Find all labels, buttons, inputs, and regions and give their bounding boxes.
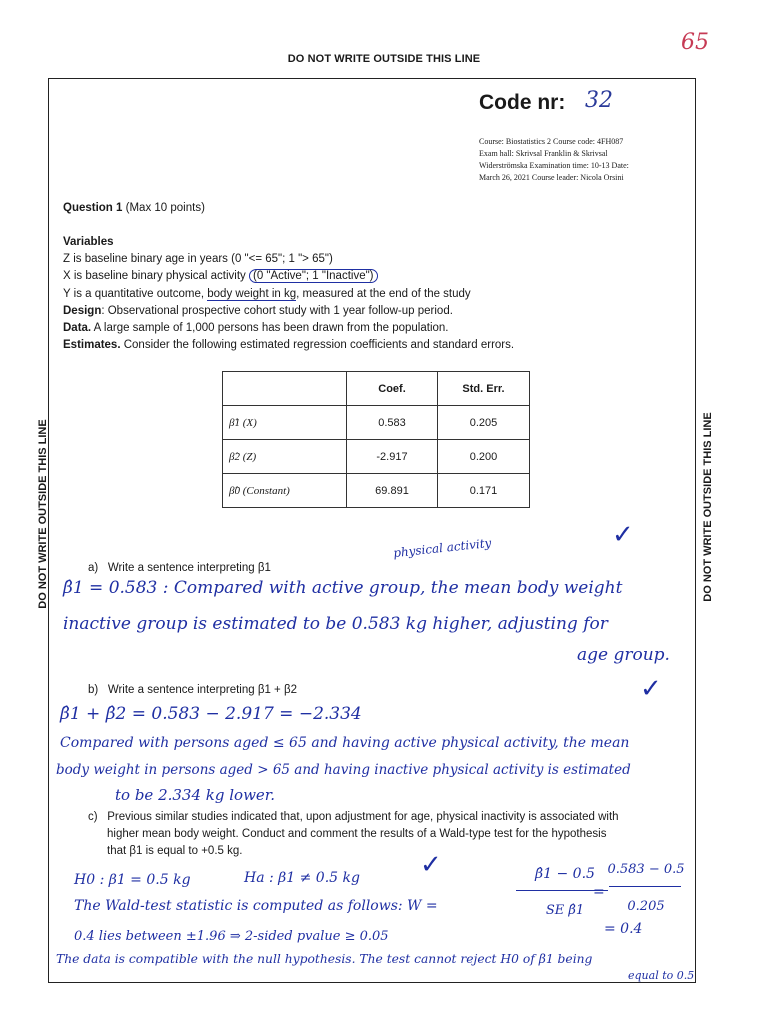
- cell-coef: 69.891: [347, 474, 438, 508]
- part-c-text-2: higher mean body weight. Conduct and comment the results of a Wald-type test for the hypothesis: [107, 828, 607, 840]
- y-line-underlined: body weight in kg: [207, 288, 297, 300]
- course-line-3: Widerströmska Examination time: 10-13 Date:: [479, 161, 629, 170]
- cell-term: β̂1 (X): [223, 406, 347, 440]
- part-b-answer-1: β̂1 + β̂2 = 0.583 − 2.917 = −2.334: [60, 704, 362, 724]
- part-a-answer-3: age group.: [577, 645, 670, 665]
- header-cell-coef: Coef.: [347, 372, 438, 406]
- wald-line: The Wald-test statistic is computed as follows: W =: [74, 898, 438, 914]
- part-a-text: Write a sentence interpreting β1: [107, 562, 271, 574]
- top-warning: DO NOT WRITE OUTSIDE THIS LINE: [287, 53, 481, 65]
- course-info: [479, 136, 685, 184]
- estimates-text: Consider the following estimated regression coefficients and standard errors.: [120, 339, 515, 351]
- part-b-text: Write a sentence interpreting β1 + β2: [107, 684, 297, 696]
- code-label: Code nr:: [479, 91, 566, 114]
- y-line-c: , measured at the end of the study: [296, 288, 471, 300]
- part-b-answer-4: to be 2.334 kg lower.: [115, 786, 276, 804]
- cell-se: 0.205: [438, 406, 530, 440]
- data-text: A large sample of 1,000 persons has been drawn from the population.: [91, 322, 449, 334]
- y-line: [63, 286, 471, 303]
- data-label: Data.: [63, 322, 92, 334]
- table-row: [223, 406, 530, 440]
- part-a-label: a): [88, 562, 99, 574]
- fraction-1-numerator: β̂1 − 0.5: [535, 866, 595, 882]
- z-line: Z is baseline binary age in years (0 "<= 65"; 1 "> 65"): [63, 253, 333, 265]
- check-mark-b: ✓: [640, 674, 662, 704]
- part-b-label: b): [88, 684, 99, 696]
- part-a-prompt: [88, 562, 271, 574]
- part-a-answer-1: β̂1 = 0.583 : Compared with active group, the mean body weight: [63, 578, 623, 598]
- design-text: : Observational prospective cohort study with 1 year follow-up period.: [101, 305, 453, 317]
- header-cell-se: Std. Err.: [438, 372, 530, 406]
- wald-result: = 0.4: [604, 921, 643, 937]
- cell-se: 0.171: [438, 474, 530, 508]
- fraction-1-denominator: SE β̂1: [545, 903, 585, 918]
- table-header-row: [223, 372, 530, 406]
- left-warning: DO NOT WRITE OUTSIDE THIS LINE: [37, 419, 49, 609]
- h0-hypothesis: H0 : β1 = 0.5 kg: [74, 872, 191, 888]
- equals-sign: =: [593, 884, 605, 900]
- part-c-text-1: Previous similar studies indicated that, upon adjustment for age, physical inactivity is associated with: [107, 811, 619, 823]
- table-row: [223, 440, 530, 474]
- variables-heading: Variables: [63, 236, 114, 248]
- score-mark: 65: [681, 30, 709, 55]
- ha-hypothesis: Ha : β1 ≠ 0.5 kg: [244, 870, 360, 886]
- course-line-2: Exam hall: Skrivsal Franklin & Skrivsal: [479, 149, 608, 158]
- estimates-line: [63, 337, 514, 354]
- x-line-text: X is baseline binary physical activity: [63, 270, 249, 282]
- right-warning: DO NOT WRITE OUTSIDE THIS LINE: [702, 412, 714, 602]
- part-c-text-3: that β1 is equal to +0.5 kg.: [107, 845, 243, 857]
- cell-term: β̂0 (Constant): [223, 474, 347, 508]
- cell-term: β̂2 (Z): [223, 440, 347, 474]
- y-line-a: Y is a quantitative outcome,: [63, 288, 208, 300]
- table-row: [223, 474, 530, 508]
- annotation-physical-activity: physical activity: [392, 535, 492, 561]
- part-c-conclusion-2: The data is compatible with the null hypothesis. The test cannot reject H0 of β1 being: [56, 952, 593, 966]
- header-cell-term: [223, 372, 347, 406]
- question-title: [63, 202, 205, 214]
- cell-coef: -2.917: [347, 440, 438, 474]
- course-line-1: Course: Biostatistics 2 Course code: 4FH087: [479, 137, 624, 146]
- design-line: [63, 303, 453, 320]
- check-mark-c: ✓: [420, 850, 442, 880]
- part-b-prompt: [88, 684, 297, 696]
- part-c-conclusion-3: equal to 0.5: [628, 969, 695, 982]
- estimates-label: Estimates.: [63, 339, 121, 351]
- course-line-4: March 26, 2021 Course leader: Nicola Orsini: [479, 173, 624, 182]
- data-line: [63, 320, 449, 337]
- part-c-prompt: [88, 809, 619, 860]
- fraction-2-numerator: 0.583 − 0.5: [607, 862, 685, 877]
- coefficient-table: [222, 371, 530, 508]
- part-a-answer-2: inactive group is estimated to be 0.583 kg higher, adjusting for: [63, 614, 608, 634]
- code-value: 32: [585, 88, 613, 113]
- design-label: Design: [63, 305, 102, 317]
- cell-se: 0.200: [438, 440, 530, 474]
- question-number: Question 1: [63, 202, 123, 214]
- part-c-conclusion-1: 0.4 lies between ±1.96 ⇒ 2-sided pvalue ≥ 0.05: [74, 929, 389, 944]
- fraction-2-denominator: 0.205: [627, 899, 665, 914]
- x-line: [63, 268, 378, 285]
- part-c-label: c): [88, 811, 98, 823]
- cell-coef: 0.583: [347, 406, 438, 440]
- part-b-answer-2: Compared with persons aged ≤ 65 and having active physical activity, the mean: [60, 735, 630, 751]
- part-b-answer-3: body weight in persons aged > 65 and having inactive physical activity is estimated: [56, 762, 631, 778]
- x-coding-circled: (0 "Active"; 1 "Inactive"): [249, 269, 378, 283]
- part-c-line-1: [88, 809, 619, 826]
- fraction-2-bar: [609, 886, 681, 887]
- check-mark-a: ✓: [612, 520, 634, 550]
- question-points: (Max 10 points): [125, 202, 205, 214]
